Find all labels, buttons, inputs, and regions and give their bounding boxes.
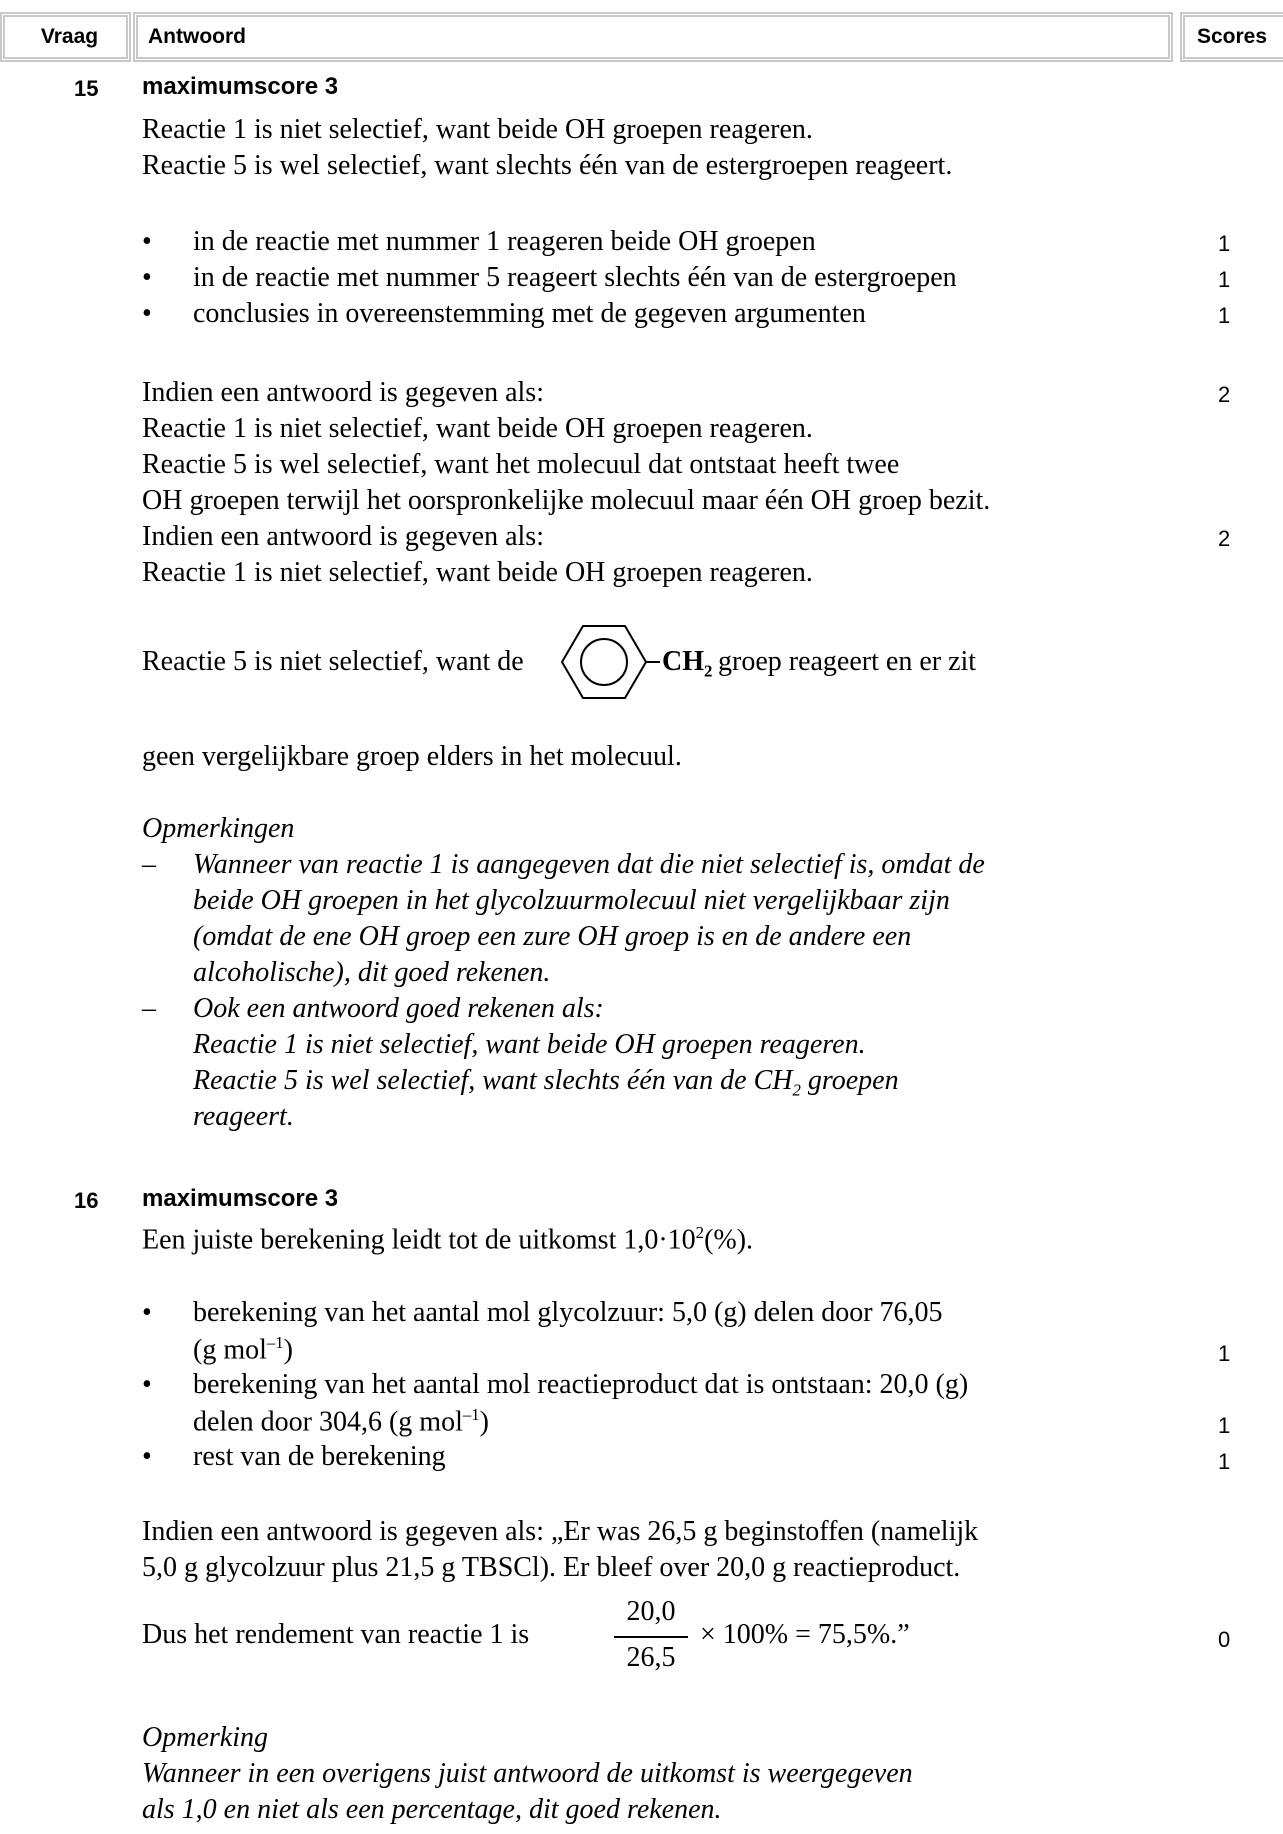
q15-alt2-line2-pre: Reactie 5 is niet selectief, want de bbox=[142, 646, 524, 677]
q16-answer: Een juiste berekening leidt tot de uitkomst $1,0\cdot 10^2(\%)$. bbox=[142, 1223, 754, 1256]
bullet-icon: • bbox=[142, 298, 152, 329]
question-number-16: 16 bbox=[74, 1188, 99, 1213]
q15-remark2-line1: Ook een antwoord goed rekenen als: bbox=[193, 993, 604, 1024]
q15-alt2-line1: Reactie 1 is niet selectief, want beide OH groepen reageren. bbox=[142, 557, 813, 588]
q16-alt-line3-post: × 100% = 75,5%.” bbox=[700, 1619, 910, 1650]
q15-bullet1-text: in de reactie met nummer 1 reageren beide OH groepen bbox=[193, 226, 816, 257]
q16-remark-line2: als 1,0 en niet als een percentage, dit goed rekenen. bbox=[142, 1794, 722, 1825]
q16-bullet3-score: 1 bbox=[1218, 1449, 1231, 1474]
q15-alt2-score: 2 bbox=[1218, 526, 1231, 551]
q15-remark1-line2: beide OH groepen in het glycolzuurmolecuul niet vergelijkbaar zijn bbox=[193, 885, 950, 916]
header-antwoord: Antwoord bbox=[133, 12, 1173, 62]
q15-alt1-line3: OH groepen terwijl het oorspronkelijke molecuul maar één OH groep bezit. bbox=[142, 485, 991, 516]
q16-alt-line2: 5,0 g glycolzuur plus 21,5 g TBSCl). Er bleef over 20,0 g reactieproduct. bbox=[142, 1552, 961, 1583]
dash-icon: – bbox=[142, 849, 156, 880]
q15-remark2-line3: Reactie 5 is wel selectief, want slechts één van de $CH_2$ groepen bbox=[193, 1065, 899, 1100]
q15-answer-line1: Reactie 1 is niet selectief, want beide OH groepen reageren. bbox=[142, 114, 813, 145]
q16-alt-score: 0 bbox=[1218, 1627, 1231, 1652]
q15-remark1-line1: Wanneer van reactie 1 is aangegeven dat die niet selectief is, omdat de bbox=[193, 849, 985, 880]
header-scores: Scores bbox=[1180, 12, 1283, 62]
q16-bullet2-line1: berekening van het aantal mol reactieproduct dat is ontstaan: 20,0 (g) bbox=[193, 1369, 969, 1400]
header-vraag: Vraag bbox=[0, 12, 131, 62]
q15-heading: maximumscore 3 bbox=[142, 73, 339, 100]
q16-bullet3-text: rest van de berekening bbox=[193, 1441, 446, 1472]
q15-alt1-intro: Indien een antwoord is gegeven als: bbox=[142, 377, 544, 408]
q16-bullet1-line2: (g mol$^{-1}$) bbox=[193, 1333, 293, 1366]
q16-heading: maximumscore 3 bbox=[142, 1185, 339, 1212]
bullet-icon: • bbox=[142, 1441, 152, 1472]
q16-alt-line3-pre: Dus het rendement van reactie 1 is bbox=[142, 1619, 530, 1650]
q15-bullet2-text: in de reactie met nummer 5 reageert slechts één van de estergroepen bbox=[193, 262, 957, 293]
q15-bullet2-score: 1 bbox=[1218, 267, 1231, 292]
fraction-denominator: 26,5 bbox=[626, 1642, 676, 1673]
q15-bullet3-text: conclusies in overeenstemming met de gegeven argumenten bbox=[193, 298, 866, 329]
q15-bullet3-score: 1 bbox=[1218, 303, 1231, 328]
dash-icon: – bbox=[142, 993, 156, 1024]
fraction-numerator: 20,0 bbox=[626, 1596, 676, 1627]
q15-alt2-line2-post: groep reageert en er zit bbox=[718, 646, 977, 677]
q16-alt-line1: Indien een antwoord is gegeven als: „Er was 26,5 g beginstoffen (namelijk bbox=[142, 1516, 979, 1547]
ch2-label: $CH_2$ bbox=[662, 646, 713, 681]
q16-bullet2-line2: delen door 304,6 (g mol$^{-1}$) bbox=[193, 1405, 489, 1438]
table-header bbox=[0, 12, 1283, 64]
bullet-icon: • bbox=[142, 226, 152, 257]
bullet-icon: • bbox=[142, 262, 152, 293]
q15-bullet1-score: 1 bbox=[1218, 231, 1231, 256]
q16-remark-title: Opmerking bbox=[142, 1722, 268, 1753]
q15-remarks-title: Opmerkingen bbox=[142, 813, 295, 844]
q15-alt2-line3: geen vergelijkbare groep elders in het molecuul. bbox=[142, 741, 682, 772]
q15-remark1-line4: alcoholische), dit goed rekenen. bbox=[193, 957, 551, 988]
q15-remark1-line3: (omdat de ene OH groep een zure OH groep is en de andere een bbox=[193, 921, 912, 952]
q15-alt2-intro: Indien een antwoord is gegeven als: bbox=[142, 521, 544, 552]
bullet-icon: • bbox=[142, 1369, 152, 1400]
q15-alt1-line2: Reactie 5 is wel selectief, want het molecuul dat ontstaat heeft twee bbox=[142, 449, 900, 480]
q15-remark2-line4: reageert. bbox=[193, 1101, 294, 1132]
q15-remark2-line2: Reactie 1 is niet selectief, want beide OH groepen reageren. bbox=[193, 1029, 866, 1060]
q15-alt1-score: 2 bbox=[1218, 382, 1231, 407]
q16-remark-line1: Wanneer in een overigens juist antwoord de uitkomst is weergegeven bbox=[142, 1758, 913, 1789]
q15-answer-line2: Reactie 5 is wel selectief, want slechts één van de estergroepen reageert. bbox=[142, 150, 953, 181]
q16-bullet1-score: 1 bbox=[1218, 1341, 1231, 1366]
fraction-bar bbox=[614, 1636, 688, 1638]
q16-bullet2-score: 1 bbox=[1218, 1413, 1231, 1438]
q16-bullet1-line1: berekening van het aantal mol glycolzuur: 5,0 (g) delen door 76,05 bbox=[193, 1297, 943, 1328]
q15-alt1-line1: Reactie 1 is niet selectief, want beide OH groepen reageren. bbox=[142, 413, 813, 444]
bullet-icon: • bbox=[142, 1297, 152, 1328]
question-number-15: 15 bbox=[74, 76, 99, 101]
